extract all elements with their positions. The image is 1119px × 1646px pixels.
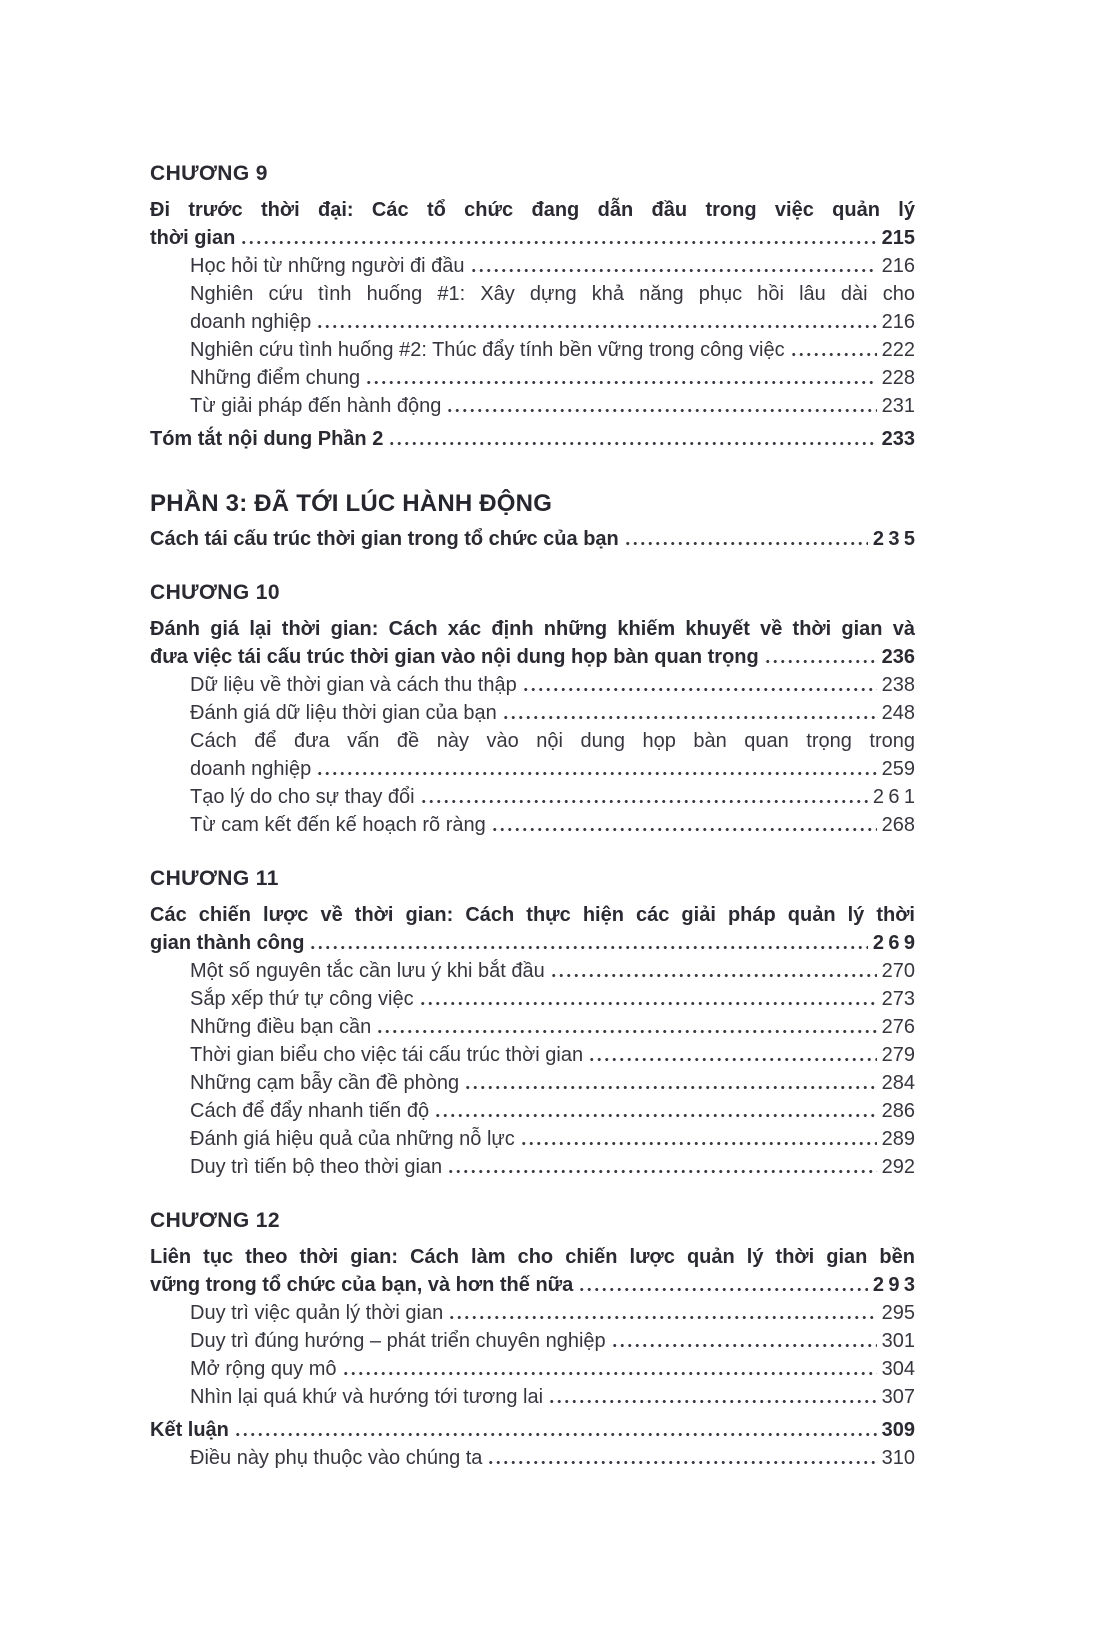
toc-entry-last-line-row — [190, 1041, 915, 1069]
toc-blocks-container — [150, 160, 920, 1472]
toc-entry-item — [150, 252, 915, 280]
toc-page-number: 222 — [881, 339, 915, 361]
toc-page-number: 301 — [881, 1330, 915, 1352]
toc-entry-last-line-row — [150, 525, 920, 553]
toc-leader-dots — [624, 542, 868, 545]
toc-page-number: 279 — [881, 1044, 915, 1066]
toc-leader-dots — [464, 1086, 877, 1089]
toc-entry-text: Tạo lý do cho sự thay đổi — [190, 786, 415, 808]
toc-leader-dots — [550, 974, 877, 977]
toc-entry-last-line-row — [190, 985, 915, 1013]
toc-summary-item — [150, 425, 915, 453]
toc-entry-text-line: Liên tục theo thời gian: Cách làm cho chiến lược quản lý thời gian bền — [150, 1246, 915, 1268]
toc-entry-last-line-row — [190, 1097, 915, 1125]
toc-entry-item — [150, 783, 920, 811]
toc-leader-dots — [764, 660, 877, 663]
toc-entry-text: Một số nguyên tắc cần lưu ý khi bắt đầu — [190, 960, 545, 982]
toc-entry-text: Duy trì đúng hướng – phát triển chuyên nghiệp — [190, 1330, 606, 1352]
toc-entry-item — [150, 336, 915, 364]
toc-entry-last-line-row — [190, 783, 920, 811]
toc-entry-text: Đánh giá dữ liệu thời gian của bạn — [190, 702, 497, 724]
toc-entry-last-line-row — [190, 671, 915, 699]
toc-entry-text-line: Các chiến lược về thời gian: Cách thực hiện các giải pháp quản lý thời — [150, 904, 915, 926]
toc-entry-last-line-row — [190, 1327, 915, 1355]
toc-entry-item — [150, 1125, 915, 1153]
toc-entry-last-line-row — [190, 336, 915, 364]
toc-entry-last-line-row — [190, 1444, 915, 1472]
toc-page-number: 233 — [881, 428, 915, 450]
toc-entry-text: Thời gian biểu cho việc tái cấu trúc thời gian — [190, 1044, 584, 1066]
toc-leader-dots — [491, 828, 877, 831]
toc-entry-item — [150, 985, 915, 1013]
toc-entry-text: Điều này phụ thuộc vào chúng ta — [190, 1447, 483, 1469]
toc-entry-text: Nghiên cứu tình huống #2: Thúc đẩy tính bền vững trong công việc — [190, 339, 785, 361]
toc-page-number: 270 — [881, 960, 915, 982]
toc-entry-item — [150, 392, 915, 420]
toc-leader-dots — [520, 1142, 877, 1145]
toc-entry-item — [150, 1327, 915, 1355]
toc-title-item — [150, 615, 915, 671]
toc-entry-item — [150, 1153, 915, 1181]
toc-page-number: 276 — [881, 1016, 915, 1038]
toc-page-number: 293 — [872, 1274, 920, 1296]
toc-page-number: 261 — [872, 786, 920, 808]
toc-entry-last-line-row — [190, 755, 915, 783]
toc-page-number: 236 — [881, 646, 915, 668]
toc-entry-last-line-row — [190, 811, 915, 839]
toc-title-item — [150, 901, 920, 957]
toc-entry-last-line-row — [190, 308, 915, 336]
toc-page-number: 228 — [881, 367, 915, 389]
toc-entry-text: Học hỏi từ những người đi đầu — [190, 255, 465, 277]
toc-entry-last-line-row — [150, 224, 915, 252]
toc-page-number: 235 — [872, 528, 920, 550]
toc-entry-item — [150, 1041, 915, 1069]
toc-entry-text-line: Cách để đưa vấn đề này vào nội dung họp bàn quan trọng trong — [190, 730, 915, 752]
toc-leader-dots — [470, 269, 877, 272]
toc-page-number: 289 — [881, 1128, 915, 1150]
toc-entry-last-line-row — [190, 364, 915, 392]
toc-leader-dots — [434, 1114, 877, 1117]
toc-page-number: 307 — [881, 1386, 915, 1408]
toc-entry-text: Từ giải pháp đến hành động — [190, 395, 442, 417]
toc-entry-item — [150, 1069, 915, 1097]
toc-page-number: 310 — [881, 1447, 915, 1469]
toc-entry-text-line: Đánh giá lại thời gian: Cách xác định những khiếm khuyết về thời gian và — [150, 618, 915, 640]
toc-leader-dots — [234, 1433, 877, 1436]
toc-entry-item — [150, 811, 915, 839]
toc-leader-dots — [316, 325, 876, 328]
toc-entry-last-line-row — [190, 1125, 915, 1153]
toc-page-number: 269 — [872, 932, 920, 954]
toc-page-number: 286 — [881, 1100, 915, 1122]
toc-leader-dots — [611, 1344, 877, 1347]
toc-entry-last-line-row — [190, 699, 915, 727]
toc-page-number: 268 — [881, 814, 915, 836]
toc-entry-text: Sắp xếp thứ tự công việc — [190, 988, 414, 1010]
toc-page-number: 273 — [881, 988, 915, 1010]
toc-leader-dots — [448, 1316, 876, 1319]
toc-entry-item — [150, 1383, 915, 1411]
toc-page-number: 292 — [881, 1156, 915, 1178]
toc-leader-dots — [420, 800, 868, 803]
toc-entry-text-line: Đi trước thời đại: Các tổ chức đang dẫn đầu trong việc quản lý — [150, 199, 915, 221]
toc-entry-text: Duy trì tiến bộ theo thời gian — [190, 1156, 443, 1178]
toc-entry-last-line-row — [190, 1069, 915, 1097]
toc-leader-dots — [487, 1461, 876, 1464]
toc-entry-item — [150, 671, 915, 699]
toc-entry-item — [150, 727, 915, 783]
toc-entry-last-line-row — [190, 392, 915, 420]
toc-entry-last-line-row — [150, 1416, 915, 1444]
toc-leader-dots — [376, 1030, 876, 1033]
toc-page-number: 259 — [881, 758, 915, 780]
toc-entry-last-line-row — [190, 252, 915, 280]
toc-entry-item — [150, 1299, 915, 1327]
toc-entry-item — [150, 1097, 915, 1125]
toc-entry-text: Duy trì việc quản lý thời gian — [190, 1302, 444, 1324]
toc-page-number: 284 — [881, 1072, 915, 1094]
toc-entry-text: gian thành công — [150, 932, 305, 954]
toc-entry-item — [150, 957, 915, 985]
toc-page-number: 295 — [881, 1302, 915, 1324]
toc-title-item — [150, 196, 915, 252]
toc-page-number: 231 — [881, 395, 915, 417]
toc-entry-item — [150, 364, 915, 392]
toc-leader-dots — [365, 381, 876, 384]
toc-page-number: 216 — [881, 255, 915, 277]
toc-page-number: 304 — [881, 1358, 915, 1380]
toc-entry-item — [150, 280, 915, 336]
toc-page-number: 248 — [881, 702, 915, 724]
toc-entry-text: Mở rộng quy mô — [190, 1358, 337, 1380]
toc-page-number: 238 — [881, 674, 915, 696]
toc-leader-dots — [588, 1058, 877, 1061]
toc-leader-dots — [522, 688, 877, 691]
toc-entry-text: Nhìn lại quá khứ và hướng tới tương lai — [190, 1386, 544, 1408]
toc-entry-last-line-row — [190, 1383, 915, 1411]
toc-leader-dots — [447, 1170, 876, 1173]
toc-entry-last-line-row — [150, 929, 920, 957]
toc-leader-dots — [578, 1288, 868, 1291]
toc-entry-text: Những điểm chung — [190, 367, 361, 389]
toc-entry-item — [150, 699, 915, 727]
toc-leader-dots — [309, 946, 867, 949]
toc-chapter-heading: CHƯƠNG 10 — [150, 581, 280, 604]
toc-leader-dots — [316, 772, 876, 775]
toc-leader-dots — [388, 442, 876, 445]
toc-page-number: 216 — [881, 311, 915, 333]
toc-entry-text: Cách để đẩy nhanh tiến độ — [190, 1100, 430, 1122]
toc-leader-dots — [419, 1002, 877, 1005]
toc-leader-dots — [790, 353, 877, 356]
toc-entry-item — [150, 1013, 915, 1041]
toc-leader-dots — [502, 716, 877, 719]
toc-entry-last-line-row — [190, 1355, 915, 1383]
toc-entry-last-line-row — [150, 425, 915, 453]
toc-entry-text: thời gian — [150, 227, 236, 249]
toc-entry-last-line-row — [190, 1013, 915, 1041]
toc-summary-item — [150, 1416, 915, 1444]
toc-entry-text: doanh nghiệp — [190, 758, 312, 780]
toc-entry-text: Tóm tắt nội dung Phần 2 — [150, 428, 384, 450]
toc-entry-text: Những cạm bẫy cần đề phòng — [190, 1072, 460, 1094]
toc-entry-last-line-row — [150, 643, 915, 671]
toc-chapter-heading: CHƯƠNG 11 — [150, 867, 279, 890]
toc-title-item — [150, 525, 920, 553]
toc-entry-last-line-row — [150, 1271, 920, 1299]
toc-page-number: 215 — [881, 227, 915, 249]
toc-leader-dots — [240, 241, 876, 244]
toc-entry-text: doanh nghiệp — [190, 311, 312, 333]
toc-entry-text: Cách tái cấu trúc thời gian trong tổ chức của bạn — [150, 528, 619, 550]
toc-entry-last-line-row — [190, 957, 915, 985]
toc-page-number: 309 — [881, 1419, 915, 1441]
toc-entry-last-line-row — [190, 1153, 915, 1181]
toc-part-heading: PHẦN 3: ĐÃ TỚI LÚC HÀNH ĐỘNG — [150, 490, 553, 517]
toc-entry-text: Từ cam kết đến kế hoạch rõ ràng — [190, 814, 486, 836]
toc-entry-item — [150, 1355, 915, 1383]
toc-chapter-heading: CHƯƠNG 9 — [150, 162, 268, 185]
toc-entry-text: vững trong tổ chức của bạn, và hơn thế nữa — [150, 1274, 574, 1296]
toc-entry-last-line-row — [190, 1299, 915, 1327]
toc-chapter-heading: CHƯƠNG 12 — [150, 1209, 280, 1232]
toc-entry-text: Kết luận — [150, 1419, 229, 1441]
toc-entry-text: Những điều bạn cần — [190, 1016, 372, 1038]
toc-title-item — [150, 1243, 920, 1299]
toc-entry-text: Đánh giá hiệu quả của những nỗ lực — [190, 1128, 515, 1150]
toc-leader-dots — [342, 1372, 877, 1375]
toc-entry-text: Dữ liệu về thời gian và cách thu thập — [190, 674, 517, 696]
toc-leader-dots — [446, 409, 876, 412]
toc-entry-item — [150, 1444, 915, 1472]
toc-entry-text: đưa việc tái cấu trúc thời gian vào nội dung họp bàn quan trọng — [150, 646, 759, 668]
toc-leader-dots — [548, 1400, 877, 1403]
toc-entry-text-line: Nghiên cứu tình huống #1: Xây dựng khả năng phục hồi lâu dài cho — [190, 283, 915, 305]
